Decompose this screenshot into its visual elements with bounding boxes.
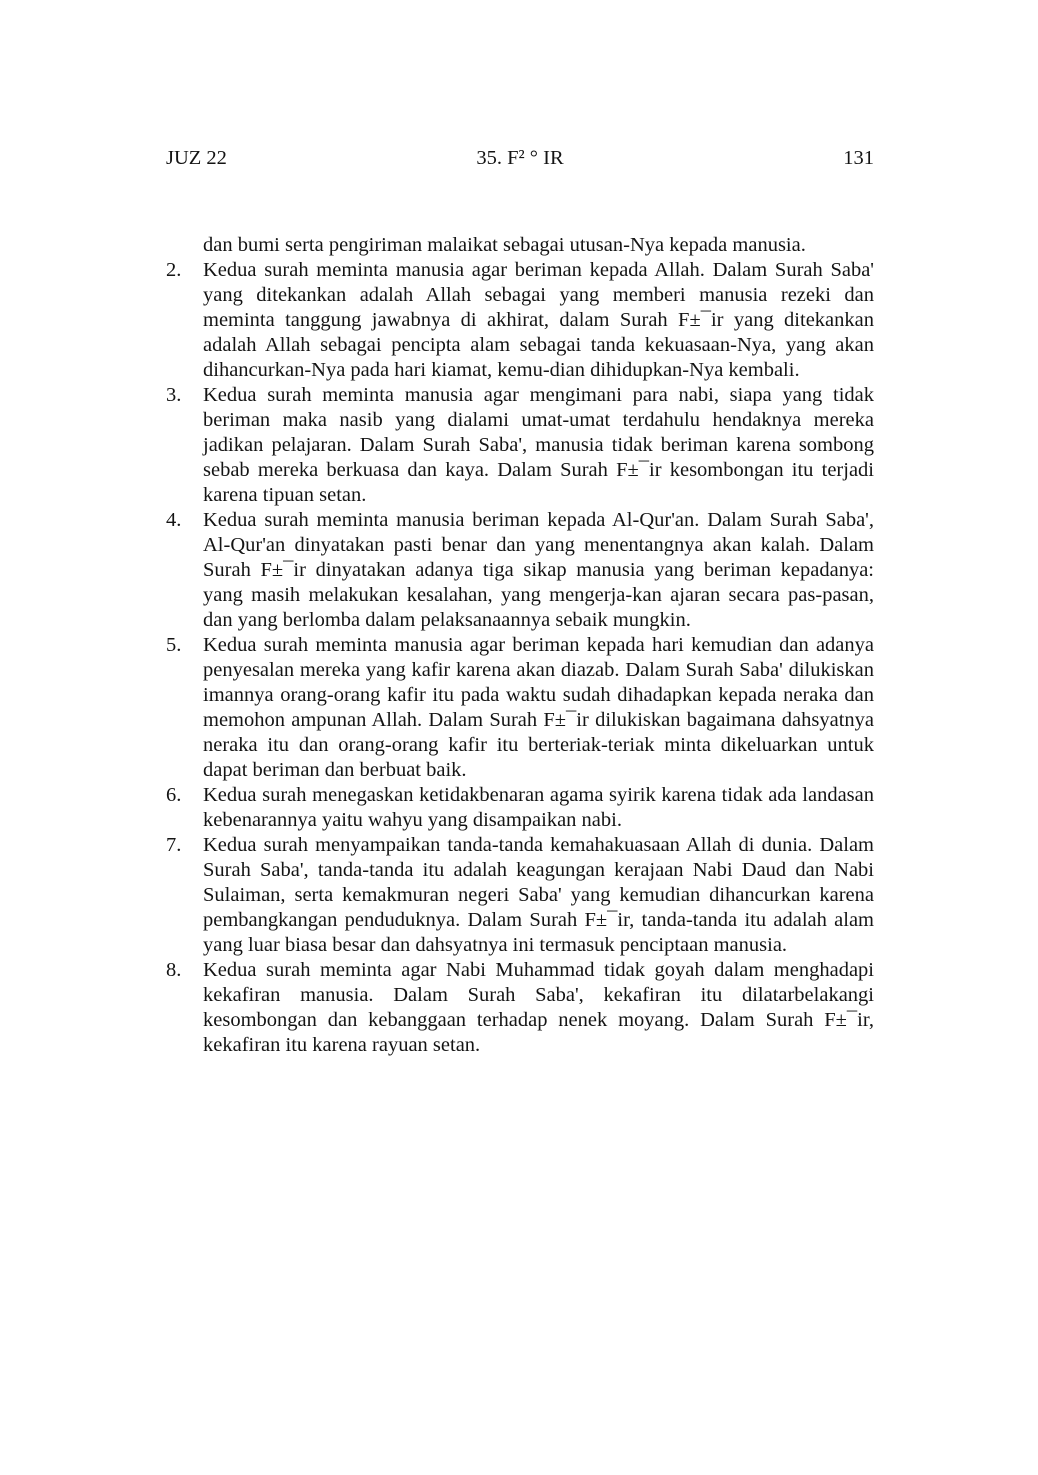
numbered-list: [166, 258, 874, 1058]
list-item-text: Kedua surah meminta manusia agar mengimani para nabi, siapa yang tidak beriman maka nasib yang dialami umat-umat terdahulu hendaknya mereka jadikan pelajaran. Dalam Surah Saba', manusia tidak beriman karena sombong sebab mereka berkuasa dan kaya. Dalam Surah F±¯ir kesombongan itu terjadi karena tipuan setan.: [203, 384, 874, 506]
list-item: [166, 958, 874, 1058]
list-item: [166, 783, 874, 833]
list-item-number: 7.: [166, 834, 182, 856]
list-item: [166, 633, 874, 783]
juz-label: JUZ 22: [166, 147, 227, 169]
list-item-text: Kedua surah meminta agar Nabi Muhammad tidak goyah dalam menghadapi kekafiran manusia. Dalam Surah Saba', kekafiran itu dilatarbelakangi kesombongan dan kebanggaan terhadap nenek moyang. Dalam Surah F±¯ir, kekafiran itu karena rayuan setan.: [203, 959, 874, 1056]
list-item-number: 5.: [166, 634, 182, 656]
list-item-text: Kedua surah menyampaikan tanda-tanda kemahakuasaan Allah di dunia. Dalam Surah Saba', tanda-tanda itu adalah keagungan kerajaan Nabi Daud dan Nabi Sulaiman, serta kemakmuran negeri Saba' yang kemudian dihancurkan karena pembangkangan penduduknya. Dalam Surah F±¯ir, tanda-tanda itu adalah alam yang luar biasa besar dan dahsyatnya ini termasuk penciptaan manusia.: [203, 834, 874, 956]
list-item-text: Kedua surah meminta manusia agar beriman kepada Allah. Dalam Surah Saba' yang ditekankan adalah Allah sebagai yang memberi manusia rezeki dan meminta tanggung jawabnya di akhirat, dalam Surah F±¯ir yang ditekankan adalah Allah sebagai pencipta alam sebagai tanda kekuasaan-Nya, yang akan dihancurkan-Nya pada hari kiamat, kemu-dian dihidupkan-Nya kembali.: [203, 259, 874, 381]
list-item: [166, 833, 874, 958]
page-number: 131: [843, 147, 874, 169]
list-item: [166, 258, 874, 383]
list-item-number: 3.: [166, 384, 182, 406]
list-item-number: 4.: [166, 509, 182, 531]
list-item-text: Kedua surah meminta manusia beriman kepada Al-Qur'an. Dalam Surah Saba', Al-Qur'an dinyatakan pasti benar dan yang menentangnya akan kalah. Dalam Surah F±¯ir dinyatakan adanya tiga sikap manusia yang beriman kepadanya: yang masih melakukan kesalahan, yang mengerja-kan ajaran secara pas-pasan, dan yang berlomba dalam pelaksanaannya sebaik mungkin.: [203, 509, 874, 631]
running-header: [166, 143, 874, 173]
list-item-number: 6.: [166, 784, 182, 806]
list-item: [166, 383, 874, 508]
list-item: [166, 508, 874, 633]
chapter-title: 35. F² ° IR: [476, 147, 564, 169]
list-item-number: 8.: [166, 959, 182, 981]
continued-paragraph: dan bumi serta pengiriman malaikat sebagai utusan-Nya kepada manusia.: [203, 234, 806, 256]
list-item-text: Kedua surah meminta manusia agar beriman kepada hari kemudian dan adanya penyesalan mereka yang kafir karena akan diazab. Dalam Surah Saba' dilukiskan imannya orang-orang kafir itu pada waktu sudah dihadapkan kepada neraka dan memohon ampunan Allah. Dalam Surah F±¯ir dilukiskan bagaimana dahsyatnya neraka itu dan orang-orang kafir itu berteriak-teriak minta dikeluarkan untuk dapat beriman dan berbuat baik.: [203, 634, 874, 781]
list-item-text: Kedua surah menegaskan ketidakbenaran agama syirik karena tidak ada landasan kebenarannya yaitu wahyu yang disampaikan nabi.: [203, 784, 874, 831]
body-text: [166, 233, 874, 1058]
list-item-number: 2.: [166, 259, 182, 281]
